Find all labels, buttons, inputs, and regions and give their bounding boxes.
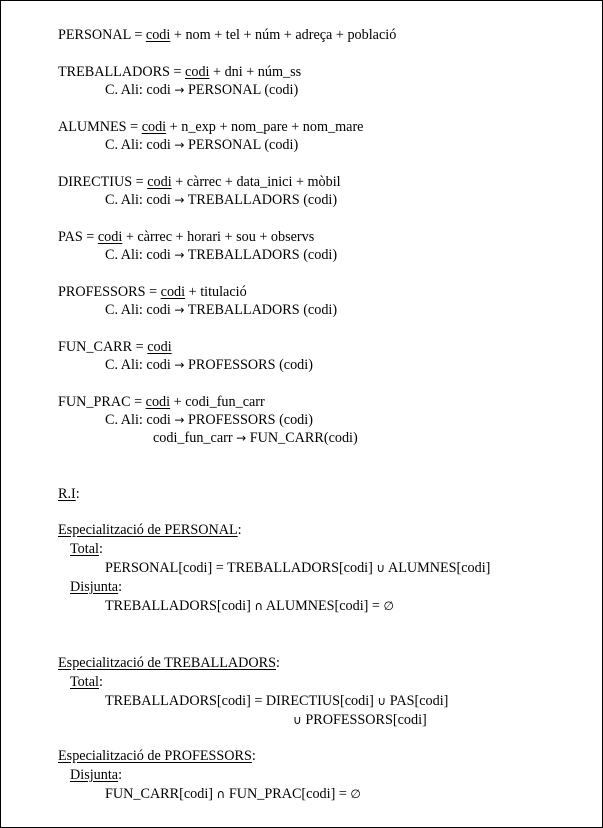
fk-prefix: C. Ali: codi xyxy=(105,137,175,153)
colon: : xyxy=(118,767,123,783)
intersection-icon: ∩ xyxy=(254,599,264,613)
fk-prefix: C. Ali: codi xyxy=(105,247,175,263)
foreign-key-fun-prac-2 xyxy=(153,430,358,446)
expr-left: FUN_CARR[codi] xyxy=(105,786,217,802)
colon: : xyxy=(251,748,256,764)
foreign-key-alumnes xyxy=(105,137,298,153)
equals: = xyxy=(130,394,146,410)
disjunta-label: Disjunta xyxy=(70,579,119,595)
spec-treballadors-total-expr xyxy=(105,693,448,709)
attributes: + n_exp + nom_pare + nom_mare xyxy=(166,119,364,135)
equals: = xyxy=(132,339,148,355)
spec-personal-disjunta-label xyxy=(70,579,122,595)
spec-treballadors-total-expr-cont xyxy=(293,712,427,728)
relation-fun-carr xyxy=(58,339,172,355)
fk-prefix: codi_fun_carr xyxy=(153,430,237,446)
primary-key: codi xyxy=(185,64,210,80)
relation-directius xyxy=(58,174,341,190)
attributes: + dni + núm_ss xyxy=(209,64,302,80)
ri-heading xyxy=(58,486,80,502)
fk-prefix: C. Ali: codi xyxy=(105,192,175,208)
fk-prefix: C. Ali: codi xyxy=(105,82,175,98)
spec-personal-heading xyxy=(58,522,242,538)
spec-treballadors-total-label xyxy=(70,674,103,690)
union-icon: ∪ xyxy=(376,561,386,575)
primary-key: codi xyxy=(147,339,172,355)
primary-key: codi xyxy=(160,284,186,300)
colon: : xyxy=(75,486,80,502)
relation-alumnes xyxy=(58,119,363,135)
empty-set-icon: ∅ xyxy=(350,787,361,801)
relation-personal xyxy=(58,27,396,43)
spec-professors-disj-expr xyxy=(105,786,361,802)
colon: : xyxy=(118,579,123,595)
empty-set-icon: ∅ xyxy=(383,599,394,613)
intersection-icon: ∩ xyxy=(216,787,226,801)
relation-name: PERSONAL xyxy=(58,27,131,43)
foreign-key-treballadors xyxy=(105,82,298,98)
colon: : xyxy=(276,655,280,671)
relation-name: TREBALLADORS xyxy=(58,64,170,80)
spec-personal-total-expr xyxy=(105,560,490,576)
foreign-key-professors xyxy=(105,302,337,318)
attributes: + nom + tel + núm + adreça + població xyxy=(170,27,397,43)
attributes: + càrrec + data_inici + mòbil xyxy=(171,174,341,190)
foreign-key-directius xyxy=(105,192,337,208)
spec-professors-heading xyxy=(58,748,256,764)
arrow-right-icon: → xyxy=(174,138,185,152)
spec-personal-total-label xyxy=(70,541,103,557)
disjunta-label: Disjunta xyxy=(70,767,119,783)
relation-name: PROFESSORS xyxy=(58,284,146,300)
spec-treballadors-heading xyxy=(58,655,280,671)
fk-target: PERSONAL (codi) xyxy=(184,82,299,98)
relation-professors xyxy=(58,284,247,300)
primary-key: codi xyxy=(145,394,171,410)
primary-key: codi xyxy=(147,174,172,190)
attributes: + càrrec + horari + sou + observs xyxy=(122,229,315,245)
expr-right: ALUMNES[codi] = xyxy=(263,598,384,614)
total-label: Total xyxy=(70,674,99,690)
colon: : xyxy=(237,522,242,538)
attributes: + codi_fun_carr xyxy=(170,394,265,410)
equals: = xyxy=(130,27,146,43)
expr-right: ALUMNES[codi] xyxy=(385,560,491,576)
spec-personal-disj-expr xyxy=(105,598,394,614)
arrow-right-icon: → xyxy=(174,413,185,427)
total-label: Total xyxy=(70,541,99,557)
foreign-key-fun-prac-1 xyxy=(105,412,313,428)
expr-right: PROFESSORS[codi] xyxy=(301,712,427,728)
equals: = xyxy=(82,229,98,245)
colon: : xyxy=(98,541,103,557)
fk-target: TREBALLADORS (codi) xyxy=(184,247,338,263)
colon: : xyxy=(98,674,103,690)
fk-target: FUN_CARR(codi) xyxy=(246,430,358,446)
fk-target: PROFESSORS (codi) xyxy=(184,412,313,428)
expr-left: TREBALLADORS[codi] xyxy=(105,598,255,614)
union-icon: ∪ xyxy=(377,694,387,708)
union-icon: ∪ xyxy=(293,713,302,727)
expr-mid: PAS[codi] xyxy=(386,693,449,709)
relation-fun-prac xyxy=(58,394,265,410)
relation-name: PAS xyxy=(58,229,83,245)
relation-treballadors xyxy=(58,64,301,80)
expr-left: PERSONAL[codi] = TREBALLADORS[codi] xyxy=(105,560,377,576)
arrow-right-icon: → xyxy=(174,303,185,317)
equals: = xyxy=(169,64,186,80)
foreign-key-pas xyxy=(105,247,337,263)
relation-name: FUN_PRAC xyxy=(58,394,131,410)
fk-prefix: C. Ali: codi xyxy=(105,412,175,428)
arrow-right-icon: → xyxy=(174,248,185,262)
expr-left: TREBALLADORS[codi] = DIRECTIUS[codi] xyxy=(105,693,378,709)
fk-target: PROFESSORS (codi) xyxy=(184,357,313,373)
fk-target: TREBALLADORS (codi) xyxy=(184,192,338,208)
equals: = xyxy=(145,284,161,300)
primary-key: codi xyxy=(97,229,123,245)
arrow-right-icon: → xyxy=(174,358,185,372)
primary-key: codi xyxy=(145,27,171,43)
attributes: + titulació xyxy=(185,284,247,300)
relation-name: ALUMNES xyxy=(58,119,127,135)
spec-title: Especialització de PROFESSORS xyxy=(58,748,252,764)
relation-pas xyxy=(58,229,314,245)
fk-target: PERSONAL (codi) xyxy=(184,137,299,153)
spec-title: Especialització de TREBALLADORS xyxy=(58,655,277,671)
spec-title: Especialització de PERSONAL xyxy=(58,522,238,538)
spec-professors-disjunta-label xyxy=(70,767,122,783)
relation-name: DIRECTIUS xyxy=(58,174,133,190)
equals: = xyxy=(126,119,142,135)
primary-key: codi xyxy=(141,119,167,135)
arrow-right-icon: → xyxy=(236,431,247,445)
fk-prefix: C. Ali: codi xyxy=(105,357,175,373)
ri-title: R.I xyxy=(58,486,76,502)
relation-name: FUN_CARR xyxy=(58,339,133,355)
arrow-right-icon: → xyxy=(174,193,185,207)
equals: = xyxy=(132,174,148,190)
fk-prefix: C. Ali: codi xyxy=(105,302,175,318)
foreign-key-fun-carr xyxy=(105,357,313,373)
arrow-right-icon: → xyxy=(174,83,185,97)
fk-target: TREBALLADORS (codi) xyxy=(184,302,338,318)
expr-right: FUN_PRAC[codi] = xyxy=(225,786,351,802)
